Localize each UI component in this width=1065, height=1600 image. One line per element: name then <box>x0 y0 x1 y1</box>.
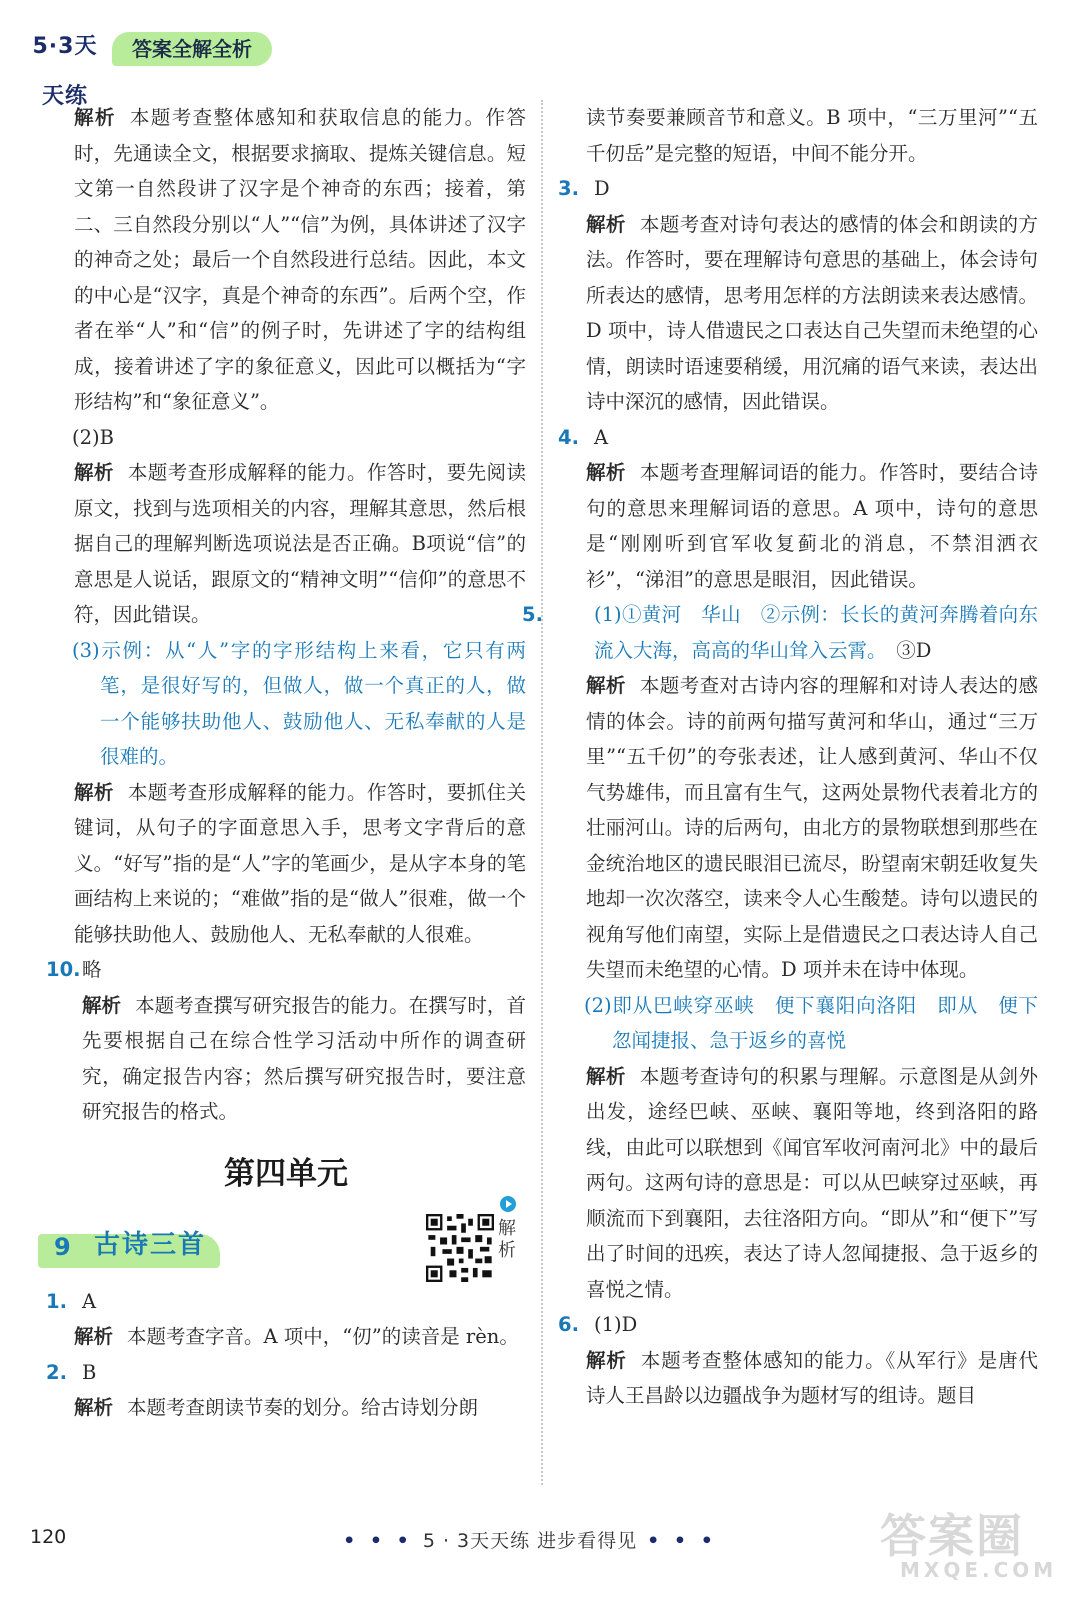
analysis-label: 解析 <box>586 1064 626 1088</box>
analysis-label: 解析 <box>586 674 626 697</box>
brand-logo: 5·3天天练 <box>32 34 98 109</box>
header <box>22 22 322 109</box>
question-10: 10.略 <box>46 958 102 981</box>
question-2: 2. B <box>46 1360 97 1384</box>
analysis-paragraph: 解析 本题考查整体感知的能力。《从军行》是唐代诗人王昌龄以边疆战争为题材写的组诗。题目 <box>586 1348 1038 1407</box>
analysis-label: 解析 <box>586 461 626 484</box>
header-tag: 答案全解全析 <box>112 32 272 66</box>
lesson-number: 9 <box>54 1232 71 1261</box>
qr-code-icon[interactable] <box>426 1214 494 1282</box>
analysis-label: 解析 <box>586 212 626 236</box>
analysis-label: 解析 <box>74 1325 114 1348</box>
answer-2: (2)B <box>72 425 114 449</box>
question-3: 3. D <box>558 177 610 200</box>
answer-5-2: (2)即从巴峡穿巫峡 便下襄阳向洛阳 即从 便下 忽闻捷报、急于返乡的喜悦 <box>584 993 1058 1052</box>
qr-label: 解析 <box>498 1217 516 1261</box>
play-icon[interactable] <box>500 1196 516 1212</box>
analysis-label: 解析 <box>82 993 122 1017</box>
analysis-paragraph: 解析 本题考查字音。A 项中，“仞”的读音是 rèn。 <box>74 1325 519 1348</box>
question-4: 4. A <box>558 425 609 449</box>
left-column <box>46 100 526 1426</box>
analysis-paragraph: 解析 本题考查撰写研究报告的能力。在撰写时，首先要根据自己在综合性学习活动中所作的调查研究，确定报告内容；然后撰写研究报告时，要注意研究报告的格式。 <box>82 993 526 1123</box>
lesson-title: 古诗三首 <box>94 1229 207 1260</box>
question-6: 6. (1)D <box>558 1313 638 1336</box>
analysis-paragraph: 解析 本题考查诗句的积累与理解。示意图是从剑外出发，途经巴峡、巫峡、襄阳等地，终到洛阳的路线，由此可以联想到《闻官军收河南河北》中的最后两句。这两句诗的意思是：可以从巴峡穿过巫峡，再顺流而下到襄阳，去往洛阳方向。“即从”和“便下”写出了时间的迅疾，表达了诗人忽闻捷报、急于返乡的喜悦之情。 <box>586 1064 1038 1301</box>
analysis-label: 解析 <box>74 461 114 484</box>
analysis-label: 解析 <box>74 1396 114 1419</box>
analysis-paragraph: 解析 本题考查形成解释的能力。作答时，要先阅读原文，找到与选项相关的内容，理解其意思，然后根据自己的理解判断选项说法是否正确。B项说“信”的意思是人说话，跟原文的“精神文明”“信仰”的意思不符，因此错误。 <box>74 461 526 626</box>
analysis-paragraph: 解析 本题考查整体感知和获取信息的能力。作答时，先通读全文，根据要求摘取、提炼关键信息。短文第一自然段讲了汉字是个神奇的东西；接着，第二、三自然段分别以“人”“信”为例，具体讲述了汉字的神奇之处；最后一个自然段进行总结。因此，本文的中心是“汉字，真是个神奇的东西”。后两个空，作者在举“人”和“信”的例子时，先讲述了字的结构组成，接着讲述了字的象征意义，因此可以概括为“字形结构”和“象征意义”。 <box>74 106 526 413</box>
analysis-label: 解析 <box>586 1348 627 1372</box>
analysis-paragraph: 解析 本题考查理解词语的能力。作答时，要结合诗句的意思来理解词语的意思。A 项中，诗句的意思是“刚刚听到官军收复蓟北的消息，不禁泪洒衣衫”，“涕泪”的意思是眼泪，因此错误。 <box>586 461 1038 591</box>
analysis-paragraph: 解析 本题考查朗读节奏的划分。给古诗划分朗 <box>74 1396 479 1419</box>
answer-3: (3)示例：从“人”字的字形结构上来看，它只有两笔，是很好写的，但做人，做一个真正的人，做一个能够扶助他人、鼓励他人、无私奉献的人是很难的。 <box>72 638 526 768</box>
footer-slogan: • • • 5 · 3天天练 进步看得见 • • • <box>343 1530 717 1552</box>
question-1: 1. A <box>46 1289 97 1313</box>
right-column <box>522 100 1058 1414</box>
watermark: 答案圈 MXQE.COM <box>880 1509 1058 1582</box>
analysis-label: 解析 <box>74 106 116 129</box>
page-number: 120 <box>30 1526 67 1548</box>
column-divider <box>541 100 543 1485</box>
analysis-label: 解析 <box>74 780 114 804</box>
continued-paragraph: 读节奏要兼顾音节和意义。B 项中，“三万里河”“五千仞岳”是完整的短语，中间不能分开。 <box>586 106 1038 165</box>
lesson-heading <box>46 1210 526 1280</box>
analysis-paragraph: 解析 本题考查对诗句表达的感情的体会和朗读的方法。作答时，要在理解诗句意思的基础上，体会诗句所表达的感情，思考用怎样的方法朗读来表达感情。D 项中，诗人借遗民之口表达自己失望而未绝望的心情，朗读时语速要稍缓，用沉痛的语气来读，表达出诗中深沉的感情，因此错误。 <box>586 212 1038 413</box>
question-5: 5. (1)①黄河 华山 ②示例：长长的黄河奔腾着向东流入大海，高高的华山耸入云霄。 ③D <box>522 603 1038 662</box>
analysis-paragraph: 解析 本题考查形成解释的能力。作答时，要抓住关键词，从句子的字面意思入手，思考文字背后的意义。“好写”指的是“人”字的笔画少，是从字本身的笔画结构上来说的；“难做”指的是“做人”很难，做一个能够扶助他人、鼓励他人、无私奉献的人很难。 <box>74 780 526 946</box>
unit-title: 第四单元 <box>224 1155 348 1192</box>
analysis-paragraph: 解析 本题考查对古诗内容的理解和对诗人表达的感情的体会。诗的前两句描写黄河和华山，通过“三万里”“五千仞”的夸张表述，让人感到黄河、华山不仅气势雄伟，而且富有生气，这两处景物代表着北方的壮丽河山。诗的后两句，由北方的景物联想到那些在金统治地区的遗民眼泪已流尽，盼望南宋朝廷收复失地却一次次落空，读来令人心生酸楚。诗句以遗民的视角写他们南望，实际上是借遗民之口表达诗人自己失望而未绝望的心情。D 项并未在诗中体现。 <box>586 674 1038 981</box>
